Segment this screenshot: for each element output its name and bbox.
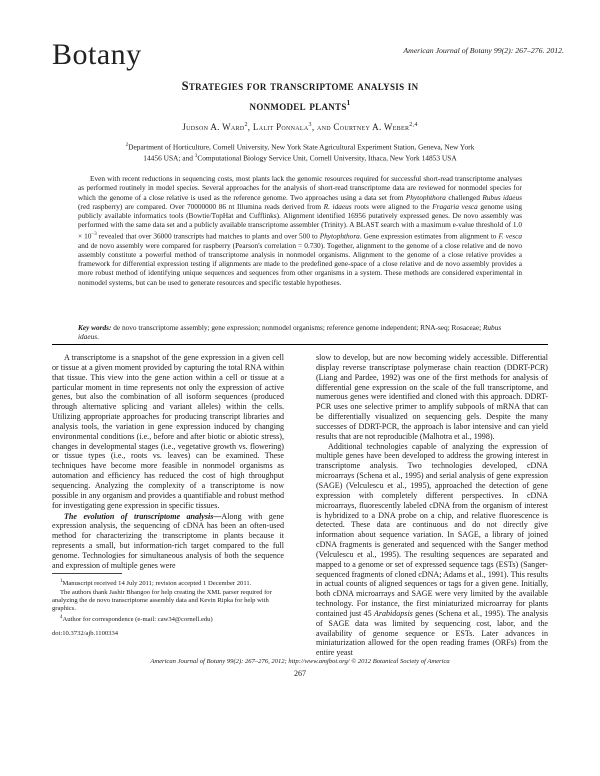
keywords-text: de novo transcriptome assembly; gene expression; nonmodel organisms; reference genome independent; RNA-seq; Rosaceae; bbox=[111, 323, 483, 332]
abstract-italic: Fragaria vesca bbox=[432, 201, 478, 211]
affiliation-1: Department of Horticulture, Cornell University, New York State Agricultural Experiment Station, Geneva, New York 14456 USA; and bbox=[128, 142, 475, 163]
title-line-1: Strategies for transcriptome analysis in bbox=[181, 79, 419, 93]
section-divider bbox=[52, 344, 548, 345]
abstract-text: Even with recent reductions in sequencing costs, most plants lack the genomic resources required for successful short-read transcriptome analyses as performed routinely in model species. Several approaches for the analysis of short-read transcriptome data are reviewed for nonmodel species for which the genome of a close relative is used as the reference genome. Two approaches using a data set from bbox=[78, 174, 522, 202]
footnote: The authors thank Jashir Bhangoo for help creating the XML parser required for analyzing the de novo transcriptome assembly data and Kevin Ripka for help with graphics. bbox=[52, 588, 272, 613]
journal-citation: American Journal of Botany 99(2): 267–276. 2012. bbox=[403, 46, 564, 55]
author-footnote-mark: 2,4 bbox=[409, 122, 418, 128]
keywords-end: . bbox=[97, 332, 99, 342]
footnote bbox=[52, 614, 292, 625]
abstract-text: . Gene expression estimates from alignment to bbox=[359, 231, 499, 241]
author-separator: , and bbox=[311, 122, 334, 132]
page-number: 267 bbox=[294, 669, 306, 678]
paragraph-text: genes (Schena et al., 1995). The analysis of SAGE data was limited by sequencing cost, labor, and the availability of genome sequence or ESTs. Later advances in miniaturization allowed for the open reading frames (ORFs) from the entire yeast bbox=[316, 608, 548, 658]
abstract bbox=[78, 174, 522, 287]
footnote-text: Author for correspondence (e-mail: caw34@cornell.edu) bbox=[62, 616, 213, 623]
abstract-text: revealed that over 36000 transcripts had matches to plants and over 500 to bbox=[96, 231, 320, 241]
abstract-text: (red raspberry) are compared. Over 70000000 86 nt Illumina reads derived from bbox=[78, 201, 324, 211]
footnote bbox=[52, 578, 292, 589]
author-footnote-mark: 2 bbox=[244, 122, 248, 128]
footnote-text: Manuscript received 14 July 2011; revision accepted 1 December 2011. bbox=[62, 580, 252, 588]
paragraph-text: Additional technologies capable of analyzing the expression of multiple genes have been developed to address the growing interest in transcriptome analysis. Two technologies developed, cDNA microarrays (Schena et al., 1995) and serial analysis of gene expression (SAGE) (Velculescu et al., 1995), approached the detection of gene expression with completely different perspectives. In cDNA microarrays, fluorescently labeled cDNA from the organism of interest is hybridized to a DNA probe on a chip, and relative fluorescence is detected. These data are continuous and do not directly give information about sequence variation. In SAGE, a library of joined cDNA fragments is generated and sequenced with the Sanger method (Velculescu et al., 1995). The resulting sequences are separated and mapped to a genome or set of expressed sequence tags (ESTs) (Sanger-sequenced fragments of cloned cDNA; Adams et al., 1991). This results in actual counts of aligned sequences or tags for a given gene. Initially, both cDNA microarrays and SAGE were very limited by the available technology. For instance, the first miniaturized microarray for plants contained just 45 bbox=[316, 441, 548, 618]
paragraph: A transcriptome is a snapshot of the gene expression in a given cell or tissue at a given moment provided by capturing the total RNA within that tissue. This view into the gene action within a cell or tissue at a particular moment in time represents not only the expression of active genes, but also the combination of all isoform sequences (produced through alternative splicing and variant alleles) within the cells. Utilizing appropriate approaches for producing transcript libraries and analysis tools, the variation in gene expression induced by changing environmental conditions (i.e., before and after biotic or abiotic stress), changes in developmental stages (i.e., vegetative growth vs. flowering) or tissue types (i.e., roots vs. leaves) can be examined. These techniques have become more feasible in nonmodel organisms as automation and efficiency has reduced the cost of high throughput sequencing. Analyzing the complexity of a transcriptome is now possible in any organism and provides a quantifiable and robust method for investigating gene expression in specific tissues. bbox=[52, 353, 284, 510]
author-name: Lalit Ponnala bbox=[252, 122, 309, 132]
footnote-mark: 1 bbox=[60, 579, 63, 584]
affil-mark: 3 bbox=[194, 154, 198, 160]
author-separator: , bbox=[247, 122, 253, 132]
abstract-text: roots were aligned to the bbox=[351, 201, 433, 211]
keywords-italic: Rubus idaeus bbox=[78, 323, 502, 342]
footnote-mark: 4 bbox=[60, 614, 63, 620]
article-title bbox=[60, 78, 540, 115]
paragraph-italic: Arabidopsis bbox=[373, 608, 413, 618]
abstract-italic: Rubus idaeus bbox=[482, 192, 522, 202]
keywords-label: Key words: bbox=[78, 323, 112, 332]
footer-citation: American Journal of Botany 99(2): 267–276, 2012; http://www.amjbot.org/ © 2012 Botanical Society of America bbox=[150, 658, 450, 665]
abstract-italic: F. vesca bbox=[498, 231, 522, 241]
paragraph-text: Along with gene expression analysis, the sequencing of cDNA has been an often-used method for characterizing the transcriptome in plants because it represents a small, but information-rich target compared to the full genome. Technologies for simultaneous analysis of both the sequence and expression of multiple genes were bbox=[52, 511, 284, 570]
title-line-2: nonmodel plants bbox=[249, 99, 347, 114]
abstract-italic: Phytophthora bbox=[319, 231, 360, 241]
affiliations bbox=[120, 141, 480, 164]
author-name: Courtney A. Weber bbox=[333, 122, 410, 132]
abstract-text: genome using publicly available informatics tools (Bowtie/TopHat and Cufflinks). Alignment identified 16956 putatively expressed genes. De novo assembly was performed with the same data set and a publicly available transcriptome assembler (Trinity). A BLAST search with a maximum e-value threshold of 1.0 × 10 bbox=[78, 201, 522, 241]
abstract-italic: R. idaeus bbox=[323, 201, 352, 211]
title-footnote-mark: 1 bbox=[346, 99, 351, 107]
author-name: Judson A. Ward bbox=[182, 122, 245, 132]
affiliation-2: Computational Biology Service Unit, Cornell University, Ithaca, New York 14853 USA bbox=[197, 153, 457, 163]
doi: doi:10.3732/ajb.1100334 bbox=[52, 630, 119, 637]
author-footnote-mark: 3 bbox=[308, 122, 312, 128]
abstract-text: challenged bbox=[445, 192, 483, 202]
section-heading: The evolution of transcriptome analysis— bbox=[64, 511, 222, 521]
paragraph: slow to develop, but are now becoming widely accessible. Differential display reverse transcriptase polymerase chain reaction (DDRT-PCR) (Liang and Pardee, 1992) was one of the first methods for analysis of differential gene expression on the scale of the full transcriptome, and numerous genes were identified and cloned with this approach. DDRT-PCR uses one selective primer to amplify subpools of mRNA that can be differentially visualized on sequencing gels. Despite the many successes of DDRT-PCR, the approach is labor intensive and can yield results that are not reproducible (Malhotra et al., 1998). bbox=[316, 353, 548, 441]
abstract-italic: Phytophthora bbox=[405, 192, 446, 202]
paragraph bbox=[52, 512, 284, 571]
author-list bbox=[60, 122, 540, 132]
keywords bbox=[78, 323, 522, 342]
body-column-left bbox=[52, 353, 284, 571]
body-column-right bbox=[316, 353, 548, 658]
affil-mark: 2 bbox=[125, 143, 129, 148]
footnotes bbox=[52, 578, 292, 624]
abstract-exponent: −3 bbox=[91, 231, 97, 237]
abstract-text: and de novo assembly were compared for raspberry (Pearson's correlation = 0.730). Together, alignment to the genome of a close relative and de novo assembly constitute a powerful method of transcriptome analysis in nonmodel organisms. Alignment to the genome of a close relative provides a framework for differential expression testing if alignments are made to the predefined gene-space of a close relative and de novo assembly provides a more robust method of identifying unique sequences and sequences from other organisms in a system. These methods are considered experimental in nonmodel systems, but can be used to generate resources and specific testable hypotheses. bbox=[78, 240, 522, 287]
journal-logo: Botany bbox=[52, 38, 142, 71]
paragraph bbox=[316, 442, 548, 659]
footnote-divider bbox=[52, 573, 122, 574]
